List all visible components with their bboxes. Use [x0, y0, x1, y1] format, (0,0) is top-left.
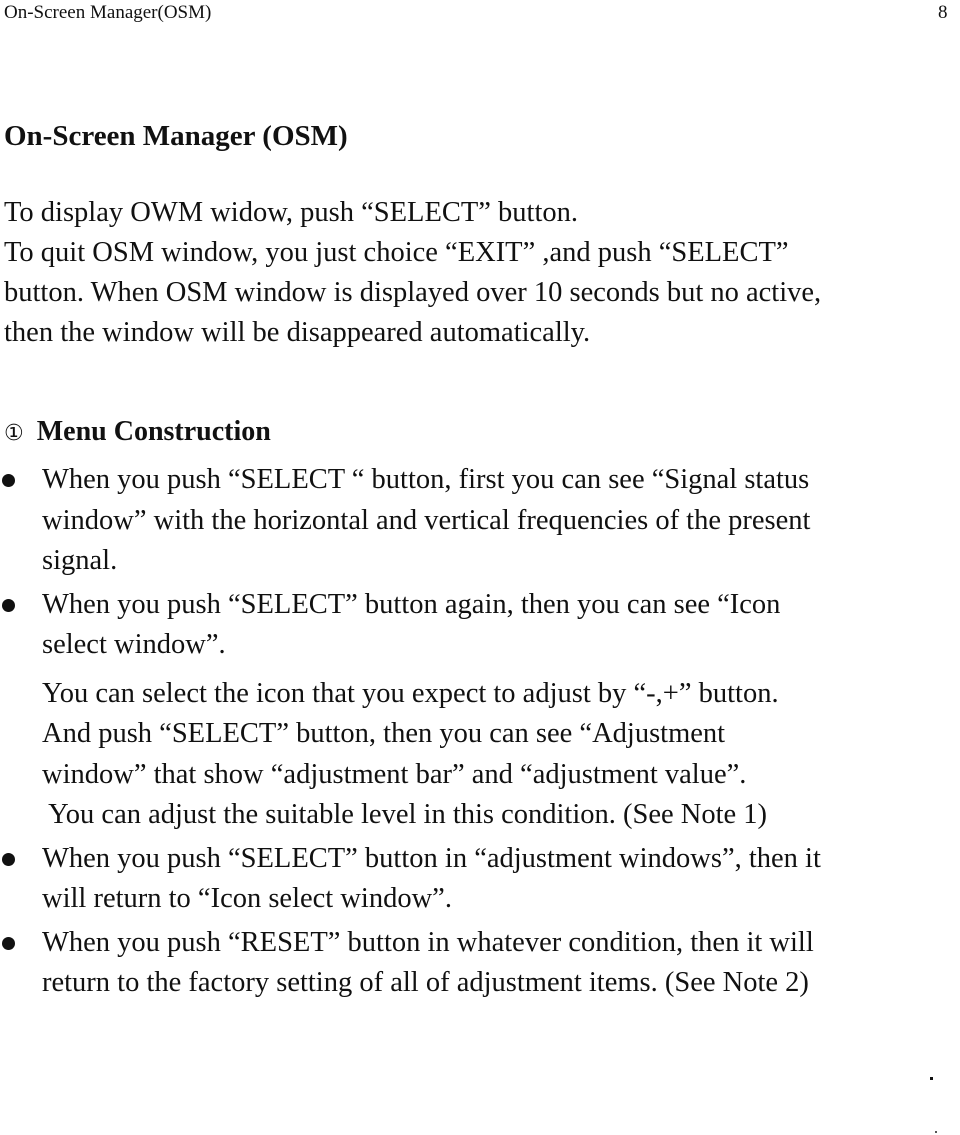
list-item — [0, 839, 960, 920]
list-item-line: You can adjust the suitable level in this condition. (See Note 1) — [42, 799, 768, 830]
list-item-line: When you push “SELECT” button in “adjustment windows”, then it — [42, 842, 821, 874]
page-number: 8 — [938, 2, 948, 23]
list-item — [0, 585, 960, 836]
list-item-line: When you push “SELECT” button again, then you can see “Icon — [42, 588, 781, 620]
bullet-list — [0, 460, 960, 1004]
intro-line: button. When OSM window is displayed over 10 seconds but no active, — [4, 277, 822, 308]
list-item-line: select window”. — [42, 629, 226, 660]
list-item-line: window” with the horizontal and vertical frequencies of the present — [42, 504, 811, 536]
list-item-line: will return to “Icon select window”. — [42, 883, 452, 914]
bullet-dot-icon — [2, 853, 15, 866]
intro-line: then the window will be disappeared automatically. — [4, 317, 591, 348]
list-item-line: When you push “SELECT “ button, first you can see “Signal status — [42, 464, 810, 495]
list-item — [0, 923, 960, 1004]
list-item-line: When you push “RESET” button in whatever condition, then it will — [42, 926, 814, 958]
list-item-line: And push “SELECT” button, then you can see “Adjustment — [42, 718, 726, 749]
section-title: Menu Construction — [36, 416, 271, 447]
intro-line: To display OWM widow, push “SELECT” button. — [4, 197, 579, 228]
intro-line: To quit OSM window, you just choice “EXIT” ,and push “SELECT” — [4, 237, 789, 268]
bullet-dot-icon — [2, 599, 15, 612]
list-item-line: You can select the icon that you expect to adjust by “-,+” button. — [42, 677, 779, 709]
section-heading — [4, 416, 271, 448]
intro-paragraph — [4, 193, 960, 353]
page-title: On-Screen Manager (OSM) — [4, 120, 348, 152]
scan-speck — [935, 1131, 937, 1133]
section-number: ① — [4, 421, 24, 446]
scan-speck — [930, 1077, 933, 1080]
bullet-dot-icon — [2, 937, 15, 950]
list-item-line: signal. — [42, 545, 118, 576]
list-item-line: window” that show “adjustment bar” and “adjustment value”. — [42, 758, 747, 790]
list-item-line: return to the factory setting of all of adjustment items. (See Note 2) — [42, 967, 809, 998]
list-item — [0, 460, 960, 582]
list-item-continuation — [42, 674, 960, 836]
bullet-dot-icon — [2, 474, 15, 487]
running-header: On-Screen Manager(OSM) — [4, 2, 212, 23]
